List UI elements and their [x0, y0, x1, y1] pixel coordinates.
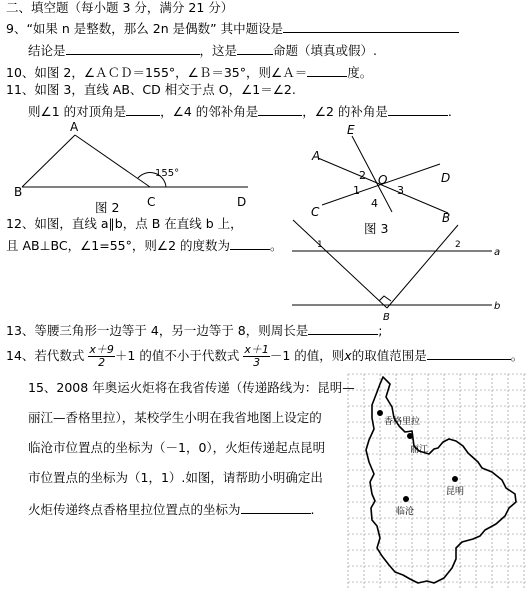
- fig2-label-a: A: [70, 120, 79, 134]
- q12-label-point-b: B: [383, 312, 390, 323]
- fig3-label-o: O: [378, 173, 388, 187]
- q14-post: 的取值范围是: [351, 348, 427, 363]
- fig3-angle-3: 3: [397, 184, 404, 197]
- q9-text2a: 结论是: [28, 43, 66, 58]
- q15-line5: [28, 500, 315, 518]
- q12-blank[interactable]: [230, 236, 270, 250]
- fig2-angle-155: 155°: [155, 168, 180, 179]
- q15-line1: 15、2008 年奥运火炬将在我省传递（传递路线为：昆明—: [28, 380, 355, 395]
- q11-text2a: 则∠1 的对顶角是: [28, 104, 127, 119]
- q9-text1: 9、“如果 n 是整数，那么 2n 是偶数” 其中题设是: [6, 21, 284, 36]
- fig3-label-b: B: [442, 211, 451, 225]
- q12-segment-bc: [387, 225, 458, 308]
- q11-text2d: .: [447, 104, 452, 119]
- q12-label-a: a: [494, 247, 501, 258]
- q10-text: 10、如图 2，∠ＡＣＤ＝155°，∠Ｂ＝35°，则∠Ａ＝: [6, 65, 308, 80]
- map-grid: [348, 374, 526, 588]
- q14-f2-denominator: 3: [253, 356, 261, 369]
- city-label-lincang: 临沧: [396, 507, 415, 517]
- q11-text2b: ，∠4 的邻补角是: [160, 104, 259, 119]
- q13-text: 13、等腰三角形一边等于 4，另一边等于 8，则周长是: [6, 323, 309, 338]
- q14-tail: 。: [510, 348, 524, 363]
- q14-f2-numerator: x＋1: [244, 343, 269, 356]
- q15-line3: 临沧市位置点的坐标为（－1，0），火炬传递起点昆明: [28, 440, 326, 455]
- q11-text2c: ，∠2 的补角是: [302, 104, 388, 119]
- city-label-kunming: 昆明: [446, 487, 465, 497]
- q9-text2b: ，这是: [199, 43, 238, 58]
- q15-blank[interactable]: [241, 500, 311, 514]
- q14-pre: 14、若代数式: [6, 348, 85, 363]
- fig2-side-ac: [75, 135, 150, 187]
- q14-mid1: ＋1 的值不小于代数式: [114, 348, 240, 363]
- q14-mid2: －1 的值，则: [269, 348, 345, 363]
- city-dot-kunming[interactable]: [452, 476, 458, 482]
- city-dot-lincang[interactable]: [403, 496, 409, 502]
- q12-line1: 12、如图，直线 a∥b，点 B 在直线 b 上，: [6, 216, 243, 231]
- fig3-label-d: D: [441, 171, 451, 185]
- city-dot-lijiang[interactable]: [407, 433, 413, 439]
- fig3-angle-1: 1: [353, 184, 360, 197]
- q13-tail: ;: [378, 323, 383, 338]
- city-label-shangri-la: 香格里拉: [384, 417, 421, 427]
- q14-f1-denominator: 2: [98, 356, 106, 369]
- q12-angle-2: 2: [455, 240, 461, 250]
- q14-line: [6, 338, 523, 374]
- fig2-label-d: D: [237, 195, 247, 209]
- figure-q12: [292, 220, 492, 308]
- figure-2: [22, 135, 248, 187]
- q14-fraction-2: [243, 344, 270, 369]
- fig3-caption: 图 3: [364, 221, 389, 236]
- fig2-label-c: C: [147, 195, 156, 209]
- q14-fraction-1: [88, 344, 115, 369]
- fig3-angle-4: 4: [371, 197, 378, 210]
- q12-angle-1: 1: [317, 240, 323, 250]
- q12-right-angle: [379, 296, 391, 301]
- fig3-label-c: C: [311, 205, 320, 219]
- q9-text2c: 命题（填真或假）.: [273, 43, 378, 58]
- city-dot-shangri-la[interactable]: [377, 410, 383, 416]
- fig2-label-b: B: [14, 185, 23, 199]
- fig3-label-e: E: [347, 123, 355, 137]
- q12-text2: 且 AB⊥BC，∠1=55°，则∠2 的度数为: [6, 238, 230, 253]
- fig2-side-ab: [22, 135, 75, 187]
- q14-f1-numerator: x＋9: [89, 343, 114, 356]
- fig3-label-a: A: [312, 149, 321, 163]
- q11-line1: 11、如图 3，直线 AB、CD 相交于点 O，∠1＝∠2.: [6, 82, 296, 97]
- q15-text5: 火炬传递终点香格里拉位置点的坐标为: [28, 502, 241, 517]
- q15-line4: 市位置点的坐标为（1，1）.如图，请帮助小明确定出: [28, 470, 323, 485]
- q15-line2: 丽江—香格里拉），某校学生小明在我省地图上设定的: [28, 410, 322, 425]
- q10-tail: 度。: [347, 65, 373, 80]
- q13-blank[interactable]: [308, 321, 378, 335]
- q12-label-b: b: [494, 301, 501, 312]
- fig3-angle-2: 2: [359, 169, 366, 182]
- q12-line2: [6, 236, 283, 254]
- city-label-lijiang: 丽江: [410, 445, 429, 455]
- map-outline-yunnan: [366, 377, 516, 583]
- section-header: 二、填空题（每小题 3 分，满分 21 分）: [6, 0, 234, 15]
- q13-line: [6, 321, 382, 339]
- q14-blank[interactable]: [427, 346, 511, 360]
- q14-var: x: [344, 348, 352, 363]
- q15-tail: .: [310, 502, 315, 517]
- fig2-caption: 图 2: [95, 200, 120, 215]
- q12-tail: 。: [270, 238, 283, 253]
